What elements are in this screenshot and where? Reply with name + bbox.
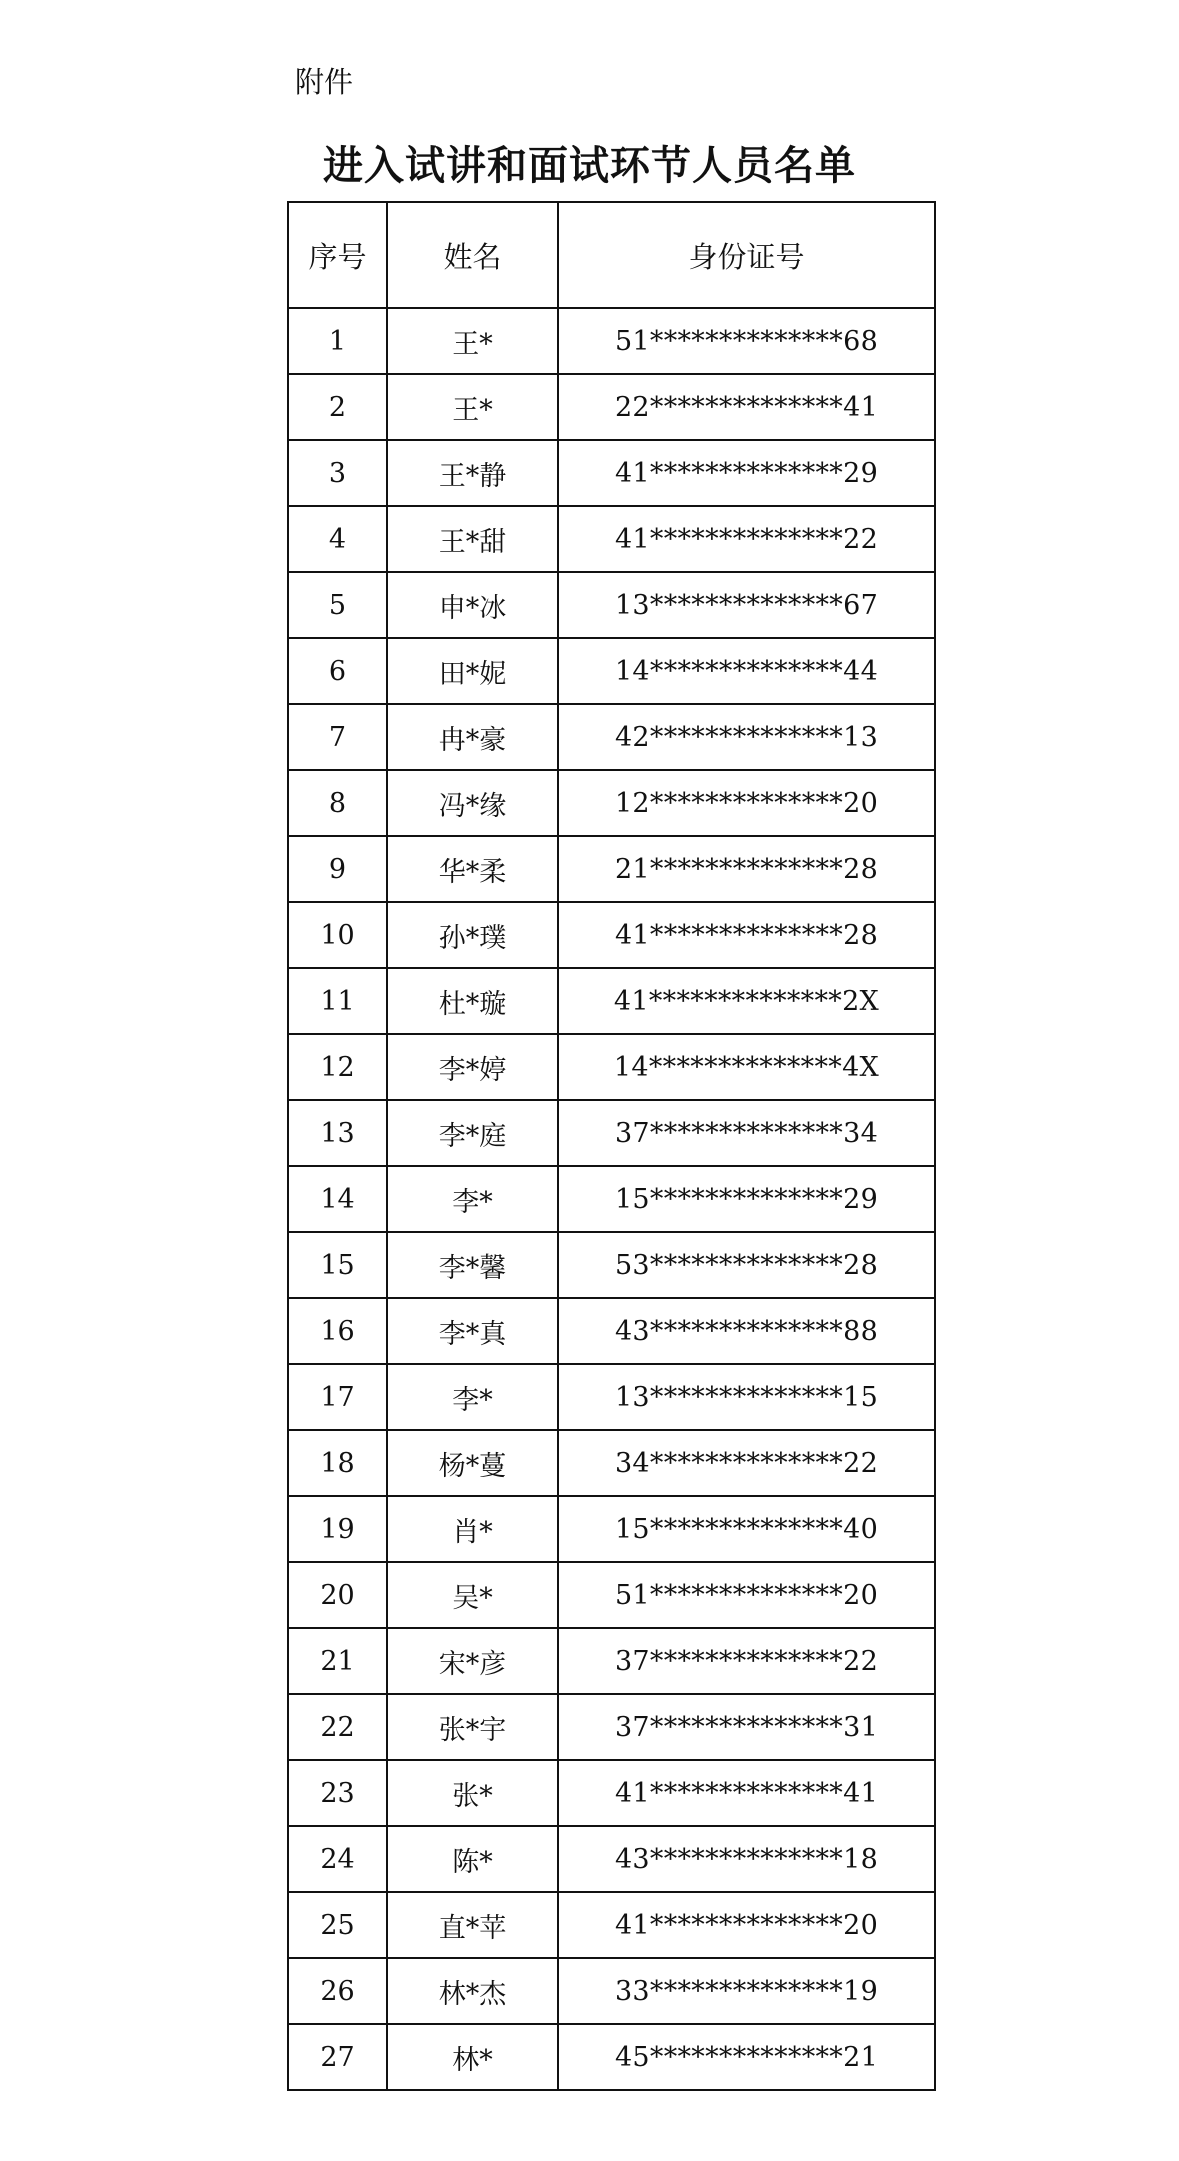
name-cell: 孙*璞	[387, 902, 558, 968]
name-cell: 李*	[387, 1166, 558, 1232]
id-cell: 51**************20	[558, 1562, 935, 1628]
name-cell: 王*	[387, 308, 558, 374]
name-cell: 王*甜	[387, 506, 558, 572]
header-seq: 序号	[288, 202, 387, 308]
table-row	[288, 572, 935, 638]
table-row	[288, 1628, 935, 1694]
id-cell: 22**************41	[558, 374, 935, 440]
name-cell: 张*宇	[387, 1694, 558, 1760]
name-cell: 冉*豪	[387, 704, 558, 770]
table-row	[288, 308, 935, 374]
id-cell: 37**************34	[558, 1100, 935, 1166]
name-cell: 吴*	[387, 1562, 558, 1628]
seq-cell: 9	[288, 836, 387, 902]
seq-cell: 1	[288, 308, 387, 374]
table-row	[288, 1100, 935, 1166]
id-cell: 41**************2X	[558, 968, 935, 1034]
name-cell: 李*馨	[387, 1232, 558, 1298]
table-header	[288, 202, 935, 308]
id-cell: 41**************29	[558, 440, 935, 506]
table-row	[288, 968, 935, 1034]
id-cell: 51**************68	[558, 308, 935, 374]
seq-cell: 10	[288, 902, 387, 968]
name-cell: 李*婷	[387, 1034, 558, 1100]
name-cell: 林*	[387, 2024, 558, 2090]
seq-cell: 8	[288, 770, 387, 836]
table-row	[288, 770, 935, 836]
table-row	[288, 2024, 935, 2090]
seq-cell: 3	[288, 440, 387, 506]
seq-cell: 5	[288, 572, 387, 638]
seq-cell: 22	[288, 1694, 387, 1760]
candidate-table	[287, 201, 936, 2091]
name-cell: 王*静	[387, 440, 558, 506]
name-cell: 宋*彦	[387, 1628, 558, 1694]
id-cell: 43**************88	[558, 1298, 935, 1364]
id-cell: 14**************44	[558, 638, 935, 704]
table-row	[288, 374, 935, 440]
id-cell: 53**************28	[558, 1232, 935, 1298]
seq-cell: 23	[288, 1760, 387, 1826]
id-cell: 45**************21	[558, 2024, 935, 2090]
table-row	[288, 902, 935, 968]
seq-cell: 15	[288, 1232, 387, 1298]
seq-cell: 6	[288, 638, 387, 704]
seq-cell: 19	[288, 1496, 387, 1562]
name-cell: 冯*缘	[387, 770, 558, 836]
name-cell: 华*柔	[387, 836, 558, 902]
seq-cell: 25	[288, 1892, 387, 1958]
id-cell: 34**************22	[558, 1430, 935, 1496]
table-row	[288, 1430, 935, 1496]
table-row	[288, 1034, 935, 1100]
seq-cell: 2	[288, 374, 387, 440]
id-cell: 42**************13	[558, 704, 935, 770]
seq-cell: 24	[288, 1826, 387, 1892]
name-cell: 杨*蔓	[387, 1430, 558, 1496]
name-cell: 李*庭	[387, 1100, 558, 1166]
id-cell: 41**************22	[558, 506, 935, 572]
name-cell: 林*杰	[387, 1958, 558, 2024]
id-cell: 37**************22	[558, 1628, 935, 1694]
id-cell: 37**************31	[558, 1694, 935, 1760]
id-cell: 41**************41	[558, 1760, 935, 1826]
header-id: 身份证号	[558, 202, 935, 308]
header-row	[288, 202, 935, 308]
table-row	[288, 836, 935, 902]
table-row	[288, 1760, 935, 1826]
table-row	[288, 1298, 935, 1364]
table-row	[288, 1496, 935, 1562]
name-cell: 陈*	[387, 1826, 558, 1892]
table-row	[288, 440, 935, 506]
id-cell: 43**************18	[558, 1826, 935, 1892]
name-cell: 王*	[387, 374, 558, 440]
name-cell: 张*	[387, 1760, 558, 1826]
name-cell: 申*冰	[387, 572, 558, 638]
id-cell: 12**************20	[558, 770, 935, 836]
table-row	[288, 1562, 935, 1628]
name-cell: 肖*	[387, 1496, 558, 1562]
id-cell: 41**************28	[558, 902, 935, 968]
table-row	[288, 506, 935, 572]
seq-cell: 11	[288, 968, 387, 1034]
attachment-label: 附件	[295, 65, 354, 99]
table-body	[288, 308, 935, 2090]
table-row	[288, 638, 935, 704]
name-cell: 直*苹	[387, 1892, 558, 1958]
table-row	[288, 1364, 935, 1430]
seq-cell: 27	[288, 2024, 387, 2090]
seq-cell: 4	[288, 506, 387, 572]
table-row	[288, 1232, 935, 1298]
table-row	[288, 704, 935, 770]
seq-cell: 16	[288, 1298, 387, 1364]
seq-cell: 20	[288, 1562, 387, 1628]
seq-cell: 26	[288, 1958, 387, 2024]
id-cell: 15**************29	[558, 1166, 935, 1232]
header-name: 姓名	[387, 202, 558, 308]
table-row	[288, 1166, 935, 1232]
seq-cell: 7	[288, 704, 387, 770]
page-title: 进入试讲和面试环节人员名单	[323, 142, 856, 189]
table-row	[288, 1826, 935, 1892]
table-row	[288, 1958, 935, 2024]
table-row	[288, 1892, 935, 1958]
id-cell: 14**************4X	[558, 1034, 935, 1100]
name-cell: 杜*璇	[387, 968, 558, 1034]
id-cell: 21**************28	[558, 836, 935, 902]
id-cell: 15**************40	[558, 1496, 935, 1562]
id-cell: 41**************20	[558, 1892, 935, 1958]
seq-cell: 17	[288, 1364, 387, 1430]
table-row	[288, 1694, 935, 1760]
seq-cell: 12	[288, 1034, 387, 1100]
seq-cell: 14	[288, 1166, 387, 1232]
seq-cell: 13	[288, 1100, 387, 1166]
id-cell: 13**************67	[558, 572, 935, 638]
name-cell: 李*真	[387, 1298, 558, 1364]
name-cell: 李*	[387, 1364, 558, 1430]
seq-cell: 21	[288, 1628, 387, 1694]
name-cell: 田*妮	[387, 638, 558, 704]
id-cell: 33**************19	[558, 1958, 935, 2024]
id-cell: 13**************15	[558, 1364, 935, 1430]
seq-cell: 18	[288, 1430, 387, 1496]
